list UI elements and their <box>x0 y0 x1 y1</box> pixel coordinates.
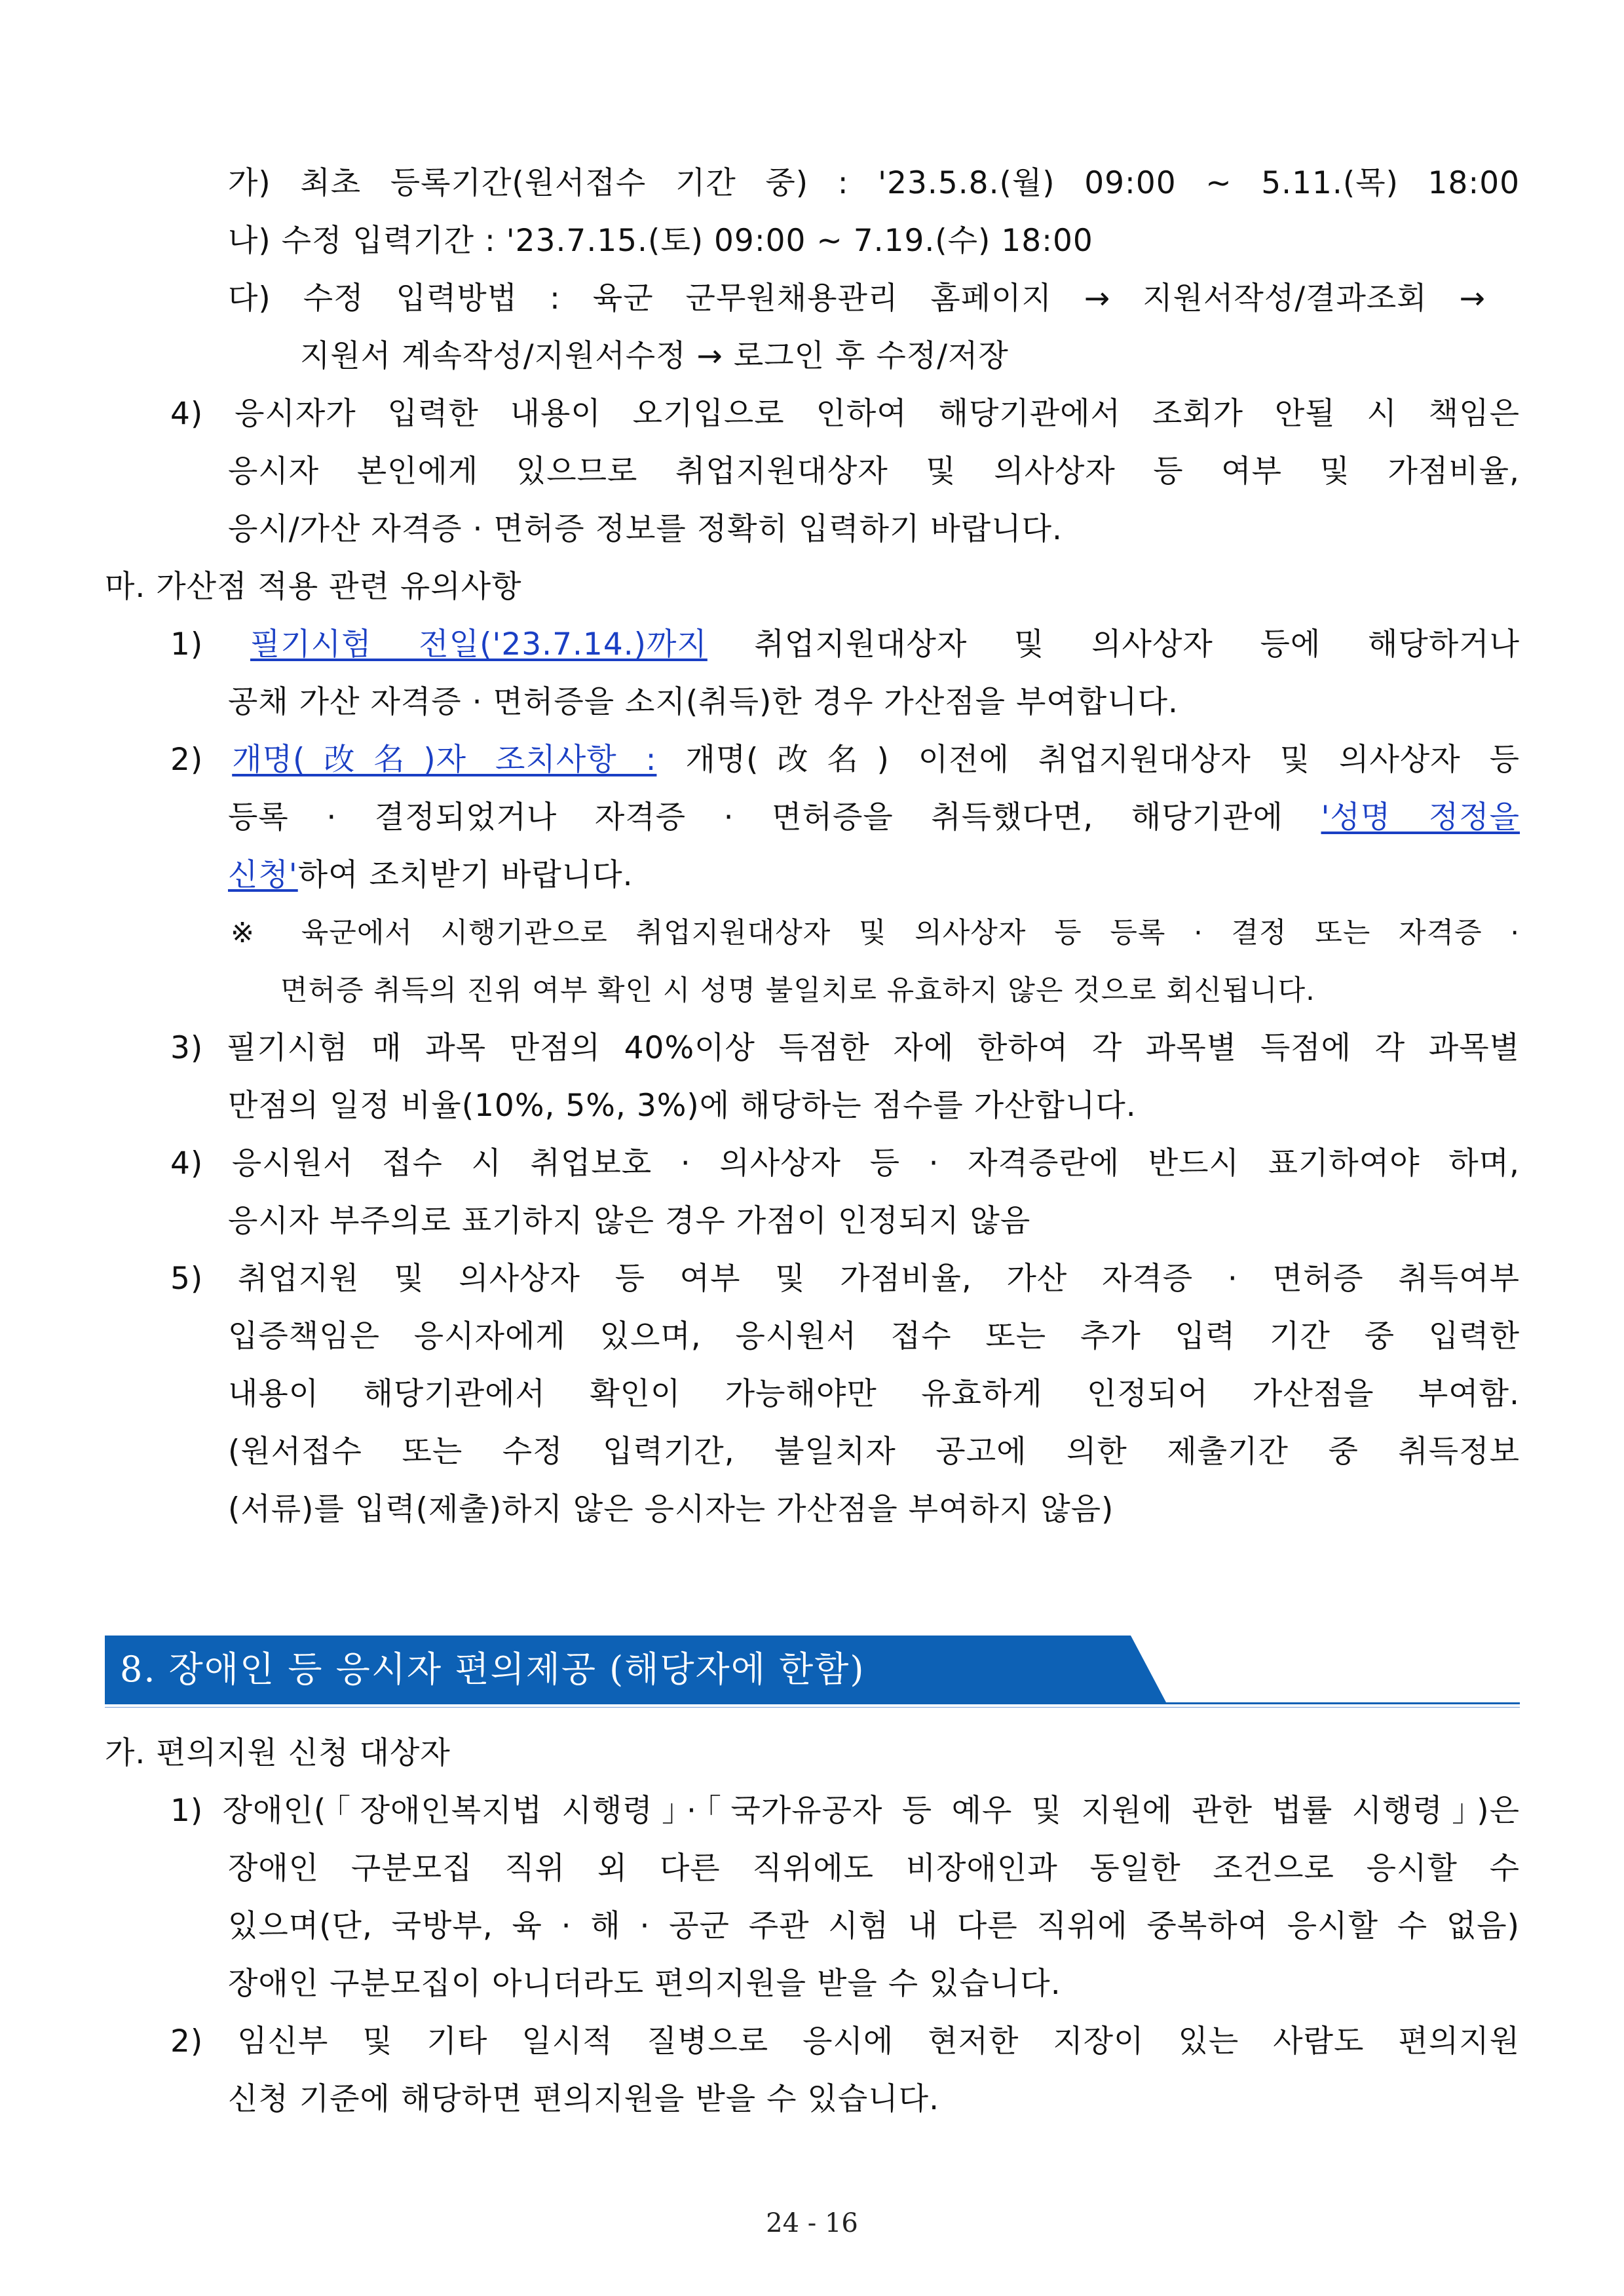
prev-item4-line3: 응시/가산 자격증 · 면허증 정보를 정확히 입력하기 바랍니다. <box>228 511 1063 547</box>
s8-item2-line2: 신청 기준에 해당하면 편의지원을 받을 수 있습니다. <box>228 2081 940 2117</box>
s8-item1-line2: 장애인 구분모집 직위 외 다른 직위에도 비장애인과 동일한 조건으로 응시할 수 <box>228 1850 1520 1886</box>
ma-item2-number: 2) <box>170 742 204 778</box>
section8-title: 8. 장애인 등 응시자 편의제공 (해당자에 한함) <box>120 1649 865 1690</box>
ma-item1-line1 <box>170 625 1520 664</box>
ma-item5-line4: (원서접수 또는 수정 입력기간, 불일치자 공고에 의한 제출기간 중 취득정보 <box>228 1434 1520 1470</box>
ma-item3-line2: 만점의 일정 비율(10%, 5%, 3%)에 해당하는 점수를 가산합니다. <box>228 1088 1137 1124</box>
prev-item4-line2: 응시자 본인에게 있으므로 취업지원대상자 및 의사상자 등 여부 및 가점비율, <box>228 453 1520 489</box>
written-exam-deadline-link[interactable]: 필기시험 전일('23.7.14.)까지 <box>250 626 708 662</box>
name-correction-link-cont[interactable]: 신청' <box>228 857 298 893</box>
ma-item1-number: 1) <box>170 626 204 662</box>
ma-item5-line1: 5) 취업지원 및 의사상자 등 여부 및 가점비율, 가산 자격증 · 면허증 취득여부 <box>170 1261 1520 1297</box>
ma-item2-note-line1: ※ 육군에서 시행기관으로 취업지원대상자 및 의사상자 등 등록 · 결정 또는 자격증 · <box>231 917 1520 949</box>
s8-item2-line1: 2) 임신부 및 기타 일시적 질병으로 응시에 현저한 지장이 있는 사람도 편의지원 <box>170 2023 1520 2059</box>
section-ma-heading: 마. 가산점 적용 관련 유의사항 <box>105 569 522 605</box>
reg-method-da-line2: 지원서 계속작성/지원서수정 → 로그인 후 수정/저장 <box>300 338 1009 374</box>
ma-item5-line3: 내용이 해당기관에서 확인이 가능해야만 유효하게 인정되어 가산점을 부여함. <box>228 1376 1520 1412</box>
prev-item4-line1: 4) 응시자가 입력한 내용이 오기입으로 인하여 해당기관에서 조회가 안될 시 책임은 <box>170 396 1520 432</box>
ma-item2-note-line2: 면허증 취득의 진위 여부 확인 시 성명 불일치로 유효하지 않은 것으로 회신됩니다. <box>280 974 1315 1007</box>
ma-item2-line3-text: 하여 조치받기 바랍니다. <box>297 857 633 893</box>
ma-item2-line2-text: 등록 · 결정되었거나 자격증 · 면허증을 취득했다면, 해당기관에 <box>228 799 1283 835</box>
ma-item2-line3 <box>228 856 633 895</box>
ma-item1-line2: 공채 가산 자격증 · 면허증을 소지(취득)한 경우 가산점을 부여합니다. <box>228 684 1179 720</box>
ma-item2-line1 <box>170 740 1520 780</box>
ma-item1-text: 취업지원대상자 및 의사상자 등에 해당하거나 <box>707 626 1520 662</box>
ma-item4-line1: 4) 응시원서 접수 시 취업보호 · 의사상자 등 · 자격증란에 반드시 표기하여야 하며, <box>170 1145 1520 1181</box>
ma-item5-line2: 입증책임은 응시자에게 있으며, 응시원서 접수 또는 추가 입력 기간 중 입력한 <box>228 1318 1520 1354</box>
reg-method-da-line1: 다) 수정 입력방법 : 육군 군무원채용관리 홈페이지 → 지원서작성/결과조회 → <box>228 280 1486 316</box>
name-change-measures-link[interactable]: 개명(改名)자 조치사항 : <box>232 742 657 778</box>
ma-item2-text: 개명(改名) 이전에 취업지원대상자 및 의사상자 등 <box>656 742 1520 778</box>
ma-item5-line5: (서류)를 입력(제출)하지 않은 응시자는 가산점을 부여하지 않음) <box>228 1491 1114 1527</box>
reg-period-ga: 가) 최초 등록기간(원서접수 기간 중) : '23.5.8.(월) 09:00 ~ 5.11.(목) 18:00 <box>228 165 1520 201</box>
ma-item2-line2 <box>228 798 1520 837</box>
section8-underline <box>105 1702 1520 1704</box>
s8-item1-line3: 있으며(단, 국방부, 육 · 해 · 공군 주관 시험 내 다른 직위에 중복하여 응시할 수 없음) <box>228 1908 1520 1944</box>
page-number: 24 - 16 <box>766 2208 858 2238</box>
ma-item3-line1: 3) 필기시험 매 과목 만점의 40%이상 득점한 자에 한하여 각 과목별 득점에 각 과목별 <box>170 1030 1520 1066</box>
section8-underline-thin <box>105 1707 1520 1708</box>
s8-item1-line1: 1) 장애인(「장애인복지법 시행령」·「국가유공자 등 예우 및 지원에 관한 법률 시행령」)은 <box>170 1793 1520 1829</box>
reg-period-na: 나) 수정 입력기간 : '23.7.15.(토) 09:00 ~ 7.19.(수) 18:00 <box>228 223 1093 259</box>
name-correction-link[interactable]: '성명 정정을 <box>1321 799 1520 835</box>
ma-item4-line2: 응시자 부주의로 표기하지 않은 경우 가점이 인정되지 않음 <box>228 1203 1031 1239</box>
s8-item1-line4: 장애인 구분모집이 아니더라도 편의지원을 받을 수 있습니다. <box>228 1966 1061 2002</box>
section8-ga-heading: 가. 편의지원 신청 대상자 <box>105 1735 451 1771</box>
